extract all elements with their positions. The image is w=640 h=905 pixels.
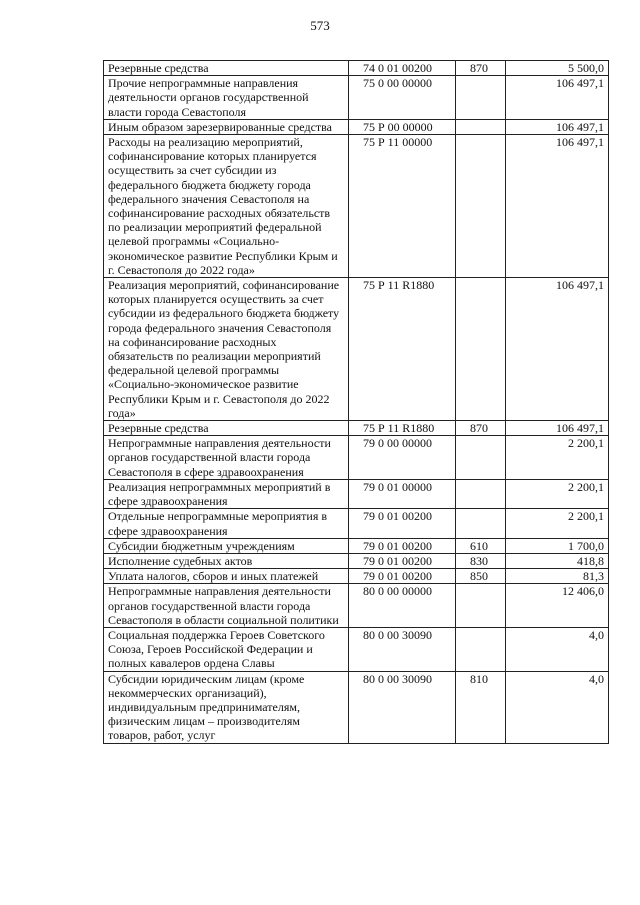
row-sum-cell: 106 497,1 [506, 76, 609, 120]
row-vr-cell: 810 [456, 671, 506, 743]
row-code-cell: 79 0 01 00200 [349, 569, 456, 584]
row-sum-cell: 81,3 [506, 569, 609, 584]
row-name-cell: Отдельные непрограммные мероприятия в сфере здравоохранения [104, 509, 349, 538]
row-vr-cell [456, 627, 506, 671]
row-code-cell: 75 Р 00 00000 [349, 119, 456, 134]
table-row [104, 479, 609, 508]
row-sum-cell: 2 200,1 [506, 509, 609, 538]
row-code-cell: 75 Р 11 R1880 [349, 421, 456, 436]
row-code-cell: 79 0 01 00200 [349, 538, 456, 553]
row-name-cell: Исполнение судебных актов [104, 553, 349, 568]
row-code-cell: 75 Р 11 R1880 [349, 278, 456, 421]
row-sum-cell: 2 200,1 [506, 479, 609, 508]
row-name-cell: Непрограммные направления деятельности органов государственной власти города Севастополя в области социальной политики [104, 584, 349, 628]
row-name-cell: Иным образом зарезервированные средства [104, 119, 349, 134]
page-number: 573 [310, 18, 330, 33]
row-code-cell: 79 0 01 00000 [349, 479, 456, 508]
table-row [104, 584, 609, 628]
row-name-cell: Субсидии бюджетным учреждениям [104, 538, 349, 553]
table-row [104, 76, 609, 120]
row-name-cell: Субсидии юридическим лицам (кроме некоммерческих организаций), индивидуальным предпринимателям, физическим лицам – производителям товаров, работ, услуг [104, 671, 349, 743]
row-code-cell: 80 0 00 00000 [349, 584, 456, 628]
row-name-cell: Реализация непрограммных мероприятий в сфере здравоохранения [104, 479, 349, 508]
row-sum-cell: 418,8 [506, 553, 609, 568]
row-vr-cell [456, 278, 506, 421]
row-name-cell: Прочие непрограммные направления деятельности органов государственной власти города Севастополя [104, 76, 349, 120]
row-sum-cell: 106 497,1 [506, 119, 609, 134]
row-vr-cell [456, 479, 506, 508]
table-row [104, 421, 609, 436]
row-name-cell: Социальная поддержка Героев Советского Союза, Героев Российской Федерации и полных кавалеров ордена Славы [104, 627, 349, 671]
table-row [104, 569, 609, 584]
row-vr-cell: 610 [456, 538, 506, 553]
row-code-cell: 79 0 01 00200 [349, 509, 456, 538]
row-name-cell: Реализация мероприятий, софинансирование которых планируется осуществить за счет субсидии из федерального бюджета бюджету города федерального значения Севастополя на софинансирование расходных обязательств по реализации мероприятий федеральной целевой программы «Социально-экономическое развитие Республики Крым и г. Севастополя до 2022 года» [104, 278, 349, 421]
row-code-cell: 80 0 00 30090 [349, 671, 456, 743]
row-code-cell: 75 Р 11 00000 [349, 135, 456, 278]
row-code-cell: 79 0 01 00200 [349, 553, 456, 568]
table-row [104, 627, 609, 671]
row-vr-cell: 870 [456, 61, 506, 76]
row-name-cell: Расходы на реализацию мероприятий, софинансирование которых планируется осуществить за счет субсидии из федерального бюджета бюджету города федерального значения Севастополя на софинансирование расходных обязательств по реализации мероприятий федеральной целевой программы «Социально-экономическое развитие Республики Крым и г. Севастополя до 2022 года» [104, 135, 349, 278]
row-code-cell: 75 0 00 00000 [349, 76, 456, 120]
table-row [104, 509, 609, 538]
row-sum-cell: 4,0 [506, 671, 609, 743]
table-row [104, 135, 609, 278]
row-vr-cell: 830 [456, 553, 506, 568]
row-code-cell: 80 0 00 30090 [349, 627, 456, 671]
table-row [104, 538, 609, 553]
row-name-cell: Уплата налогов, сборов и иных платежей [104, 569, 349, 584]
row-code-cell: 79 0 00 00000 [349, 436, 456, 480]
budget-table [103, 60, 609, 744]
row-vr-cell: 850 [456, 569, 506, 584]
row-vr-cell [456, 584, 506, 628]
row-vr-cell [456, 509, 506, 538]
table-row [104, 278, 609, 421]
row-sum-cell: 106 497,1 [506, 278, 609, 421]
row-sum-cell: 12 406,0 [506, 584, 609, 628]
row-vr-cell [456, 119, 506, 134]
row-vr-cell [456, 436, 506, 480]
row-sum-cell: 106 497,1 [506, 421, 609, 436]
row-sum-cell: 2 200,1 [506, 436, 609, 480]
row-vr-cell: 870 [456, 421, 506, 436]
table-row [104, 119, 609, 134]
row-vr-cell [456, 135, 506, 278]
row-name-cell: Резервные средства [104, 421, 349, 436]
row-sum-cell: 106 497,1 [506, 135, 609, 278]
row-sum-cell: 5 500,0 [506, 61, 609, 76]
row-code-cell: 74 0 01 00200 [349, 61, 456, 76]
row-name-cell: Резервные средства [104, 61, 349, 76]
table-row [104, 436, 609, 480]
row-vr-cell [456, 76, 506, 120]
table-row [104, 671, 609, 743]
row-sum-cell: 1 700,0 [506, 538, 609, 553]
table-row [104, 61, 609, 76]
table-row [104, 553, 609, 568]
row-name-cell: Непрограммные направления деятельности органов государственной власти города Севастополя в сфере здравоохранения [104, 436, 349, 480]
row-sum-cell: 4,0 [506, 627, 609, 671]
